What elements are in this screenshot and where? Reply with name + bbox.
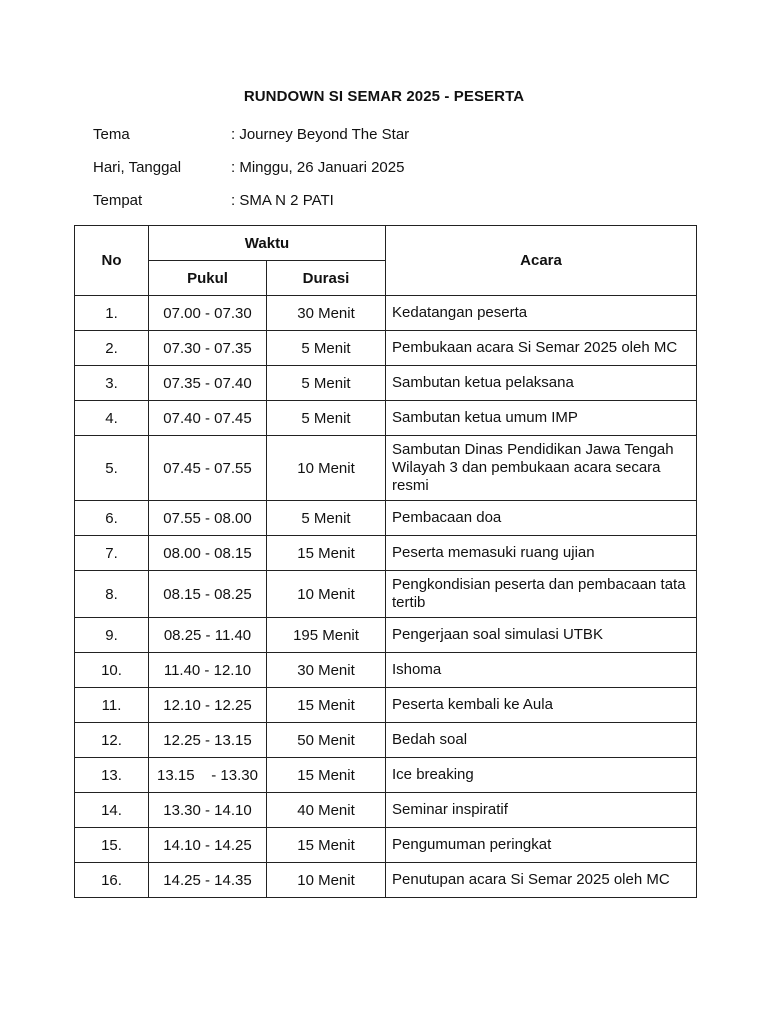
row-no: 14. — [75, 793, 149, 828]
row-pukul: 07.35 - 07.40 — [149, 366, 267, 401]
row-durasi: 15 Menit — [267, 688, 386, 723]
table-row — [75, 536, 697, 571]
row-pukul: 08.25 - 11.40 — [149, 618, 267, 653]
row-no: 1. — [75, 296, 149, 331]
row-durasi: 15 Menit — [267, 828, 386, 863]
row-pukul: 13.30 - 14.10 — [149, 793, 267, 828]
header-no: No — [75, 226, 149, 296]
table-row — [75, 401, 697, 436]
row-acara: Ice breaking — [386, 758, 697, 793]
row-durasi: 15 Menit — [267, 536, 386, 571]
row-no: 12. — [75, 723, 149, 758]
row-durasi: 10 Menit — [267, 863, 386, 898]
meta-label: Tema — [93, 126, 130, 143]
table-row — [75, 723, 697, 758]
row-acara: Ishoma — [386, 653, 697, 688]
table-row — [75, 863, 697, 898]
table-row — [75, 501, 697, 536]
row-durasi: 40 Menit — [267, 793, 386, 828]
row-pukul: 07.30 - 07.35 — [149, 331, 267, 366]
header-durasi: Durasi — [267, 261, 386, 296]
row-durasi: 15 Menit — [267, 758, 386, 793]
row-acara: Seminar inspiratif — [386, 793, 697, 828]
row-no: 11. — [75, 688, 149, 723]
document-title: RUNDOWN SI SEMAR 2025 - PESERTA — [243, 88, 525, 105]
table-row — [75, 688, 697, 723]
rundown-table — [74, 225, 697, 898]
row-acara: Pengumuman peringkat — [386, 828, 697, 863]
row-no: 8. — [75, 571, 149, 618]
meta-value: : SMA N 2 PATI — [231, 192, 334, 209]
table-row — [75, 331, 697, 366]
row-no: 16. — [75, 863, 149, 898]
row-acara: Peserta kembali ke Aula — [386, 688, 697, 723]
row-acara: Bedah soal — [386, 723, 697, 758]
header-acara: Acara — [386, 226, 697, 296]
table-row — [75, 758, 697, 793]
row-acara: Kedatangan peserta — [386, 296, 697, 331]
row-pukul: 14.10 - 14.25 — [149, 828, 267, 863]
row-pukul: 12.25 - 13.15 — [149, 723, 267, 758]
row-durasi: 195 Menit — [267, 618, 386, 653]
row-pukul: 14.25 - 14.35 — [149, 863, 267, 898]
meta-value: : Journey Beyond The Star — [231, 126, 410, 143]
header-waktu: Waktu — [149, 226, 386, 261]
table-row — [75, 436, 697, 501]
row-pukul: 07.45 - 07.55 — [149, 436, 267, 501]
meta-value: : Minggu, 26 Januari 2025 — [231, 159, 405, 176]
row-no: 15. — [75, 828, 149, 863]
row-acara: Pengerjaan soal simulasi UTBK — [386, 618, 697, 653]
row-acara: Penutupan acara Si Semar 2025 oleh MC — [386, 863, 697, 898]
row-acara: Sambutan ketua umum IMP — [386, 401, 697, 436]
row-acara: Pembacaan doa — [386, 501, 697, 536]
row-durasi: 30 Menit — [267, 653, 386, 688]
table-row — [75, 828, 697, 863]
row-pukul: 11.40 - 12.10 — [149, 653, 267, 688]
table-row — [75, 793, 697, 828]
table-row — [75, 653, 697, 688]
row-pukul: 07.40 - 07.45 — [149, 401, 267, 436]
row-durasi: 5 Menit — [267, 366, 386, 401]
row-durasi: 10 Menit — [267, 571, 386, 618]
row-no: 4. — [75, 401, 149, 436]
row-pukul: 12.10 - 12.25 — [149, 688, 267, 723]
row-acara: Sambutan Dinas Pendidikan Jawa Tengah Wilayah 3 dan pembukaan acara secara resmi — [386, 436, 697, 501]
table-row — [75, 296, 697, 331]
row-acara: Sambutan ketua pelaksana — [386, 366, 697, 401]
row-pukul: 07.00 - 07.30 — [149, 296, 267, 331]
row-durasi: 5 Menit — [267, 501, 386, 536]
table-row — [75, 571, 697, 618]
table-row — [75, 366, 697, 401]
row-acara: Pengkondisian peserta dan pembacaan tata tertib — [386, 571, 697, 618]
row-durasi: 5 Menit — [267, 331, 386, 366]
meta-label: Tempat — [93, 192, 143, 209]
header-pukul: Pukul — [149, 261, 267, 296]
row-pukul: 07.55 - 08.00 — [149, 501, 267, 536]
row-acara: Pembukaan acara Si Semar 2025 oleh MC — [386, 331, 697, 366]
row-durasi: 30 Menit — [267, 296, 386, 331]
row-durasi: 10 Menit — [267, 436, 386, 501]
row-no: 13. — [75, 758, 149, 793]
row-pukul: 13.15 - 13.30 — [149, 758, 267, 793]
row-acara: Peserta memasuki ruang ujian — [386, 536, 697, 571]
row-pukul: 08.15 - 08.25 — [149, 571, 267, 618]
row-durasi: 5 Menit — [267, 401, 386, 436]
row-no: 9. — [75, 618, 149, 653]
row-no: 2. — [75, 331, 149, 366]
row-no: 6. — [75, 501, 149, 536]
row-no: 5. — [75, 436, 149, 501]
row-no: 7. — [75, 536, 149, 571]
row-durasi: 50 Menit — [267, 723, 386, 758]
row-no: 10. — [75, 653, 149, 688]
row-no: 3. — [75, 366, 149, 401]
table-row — [75, 618, 697, 653]
meta-label: Hari, Tanggal — [93, 159, 182, 176]
row-pukul: 08.00 - 08.15 — [149, 536, 267, 571]
